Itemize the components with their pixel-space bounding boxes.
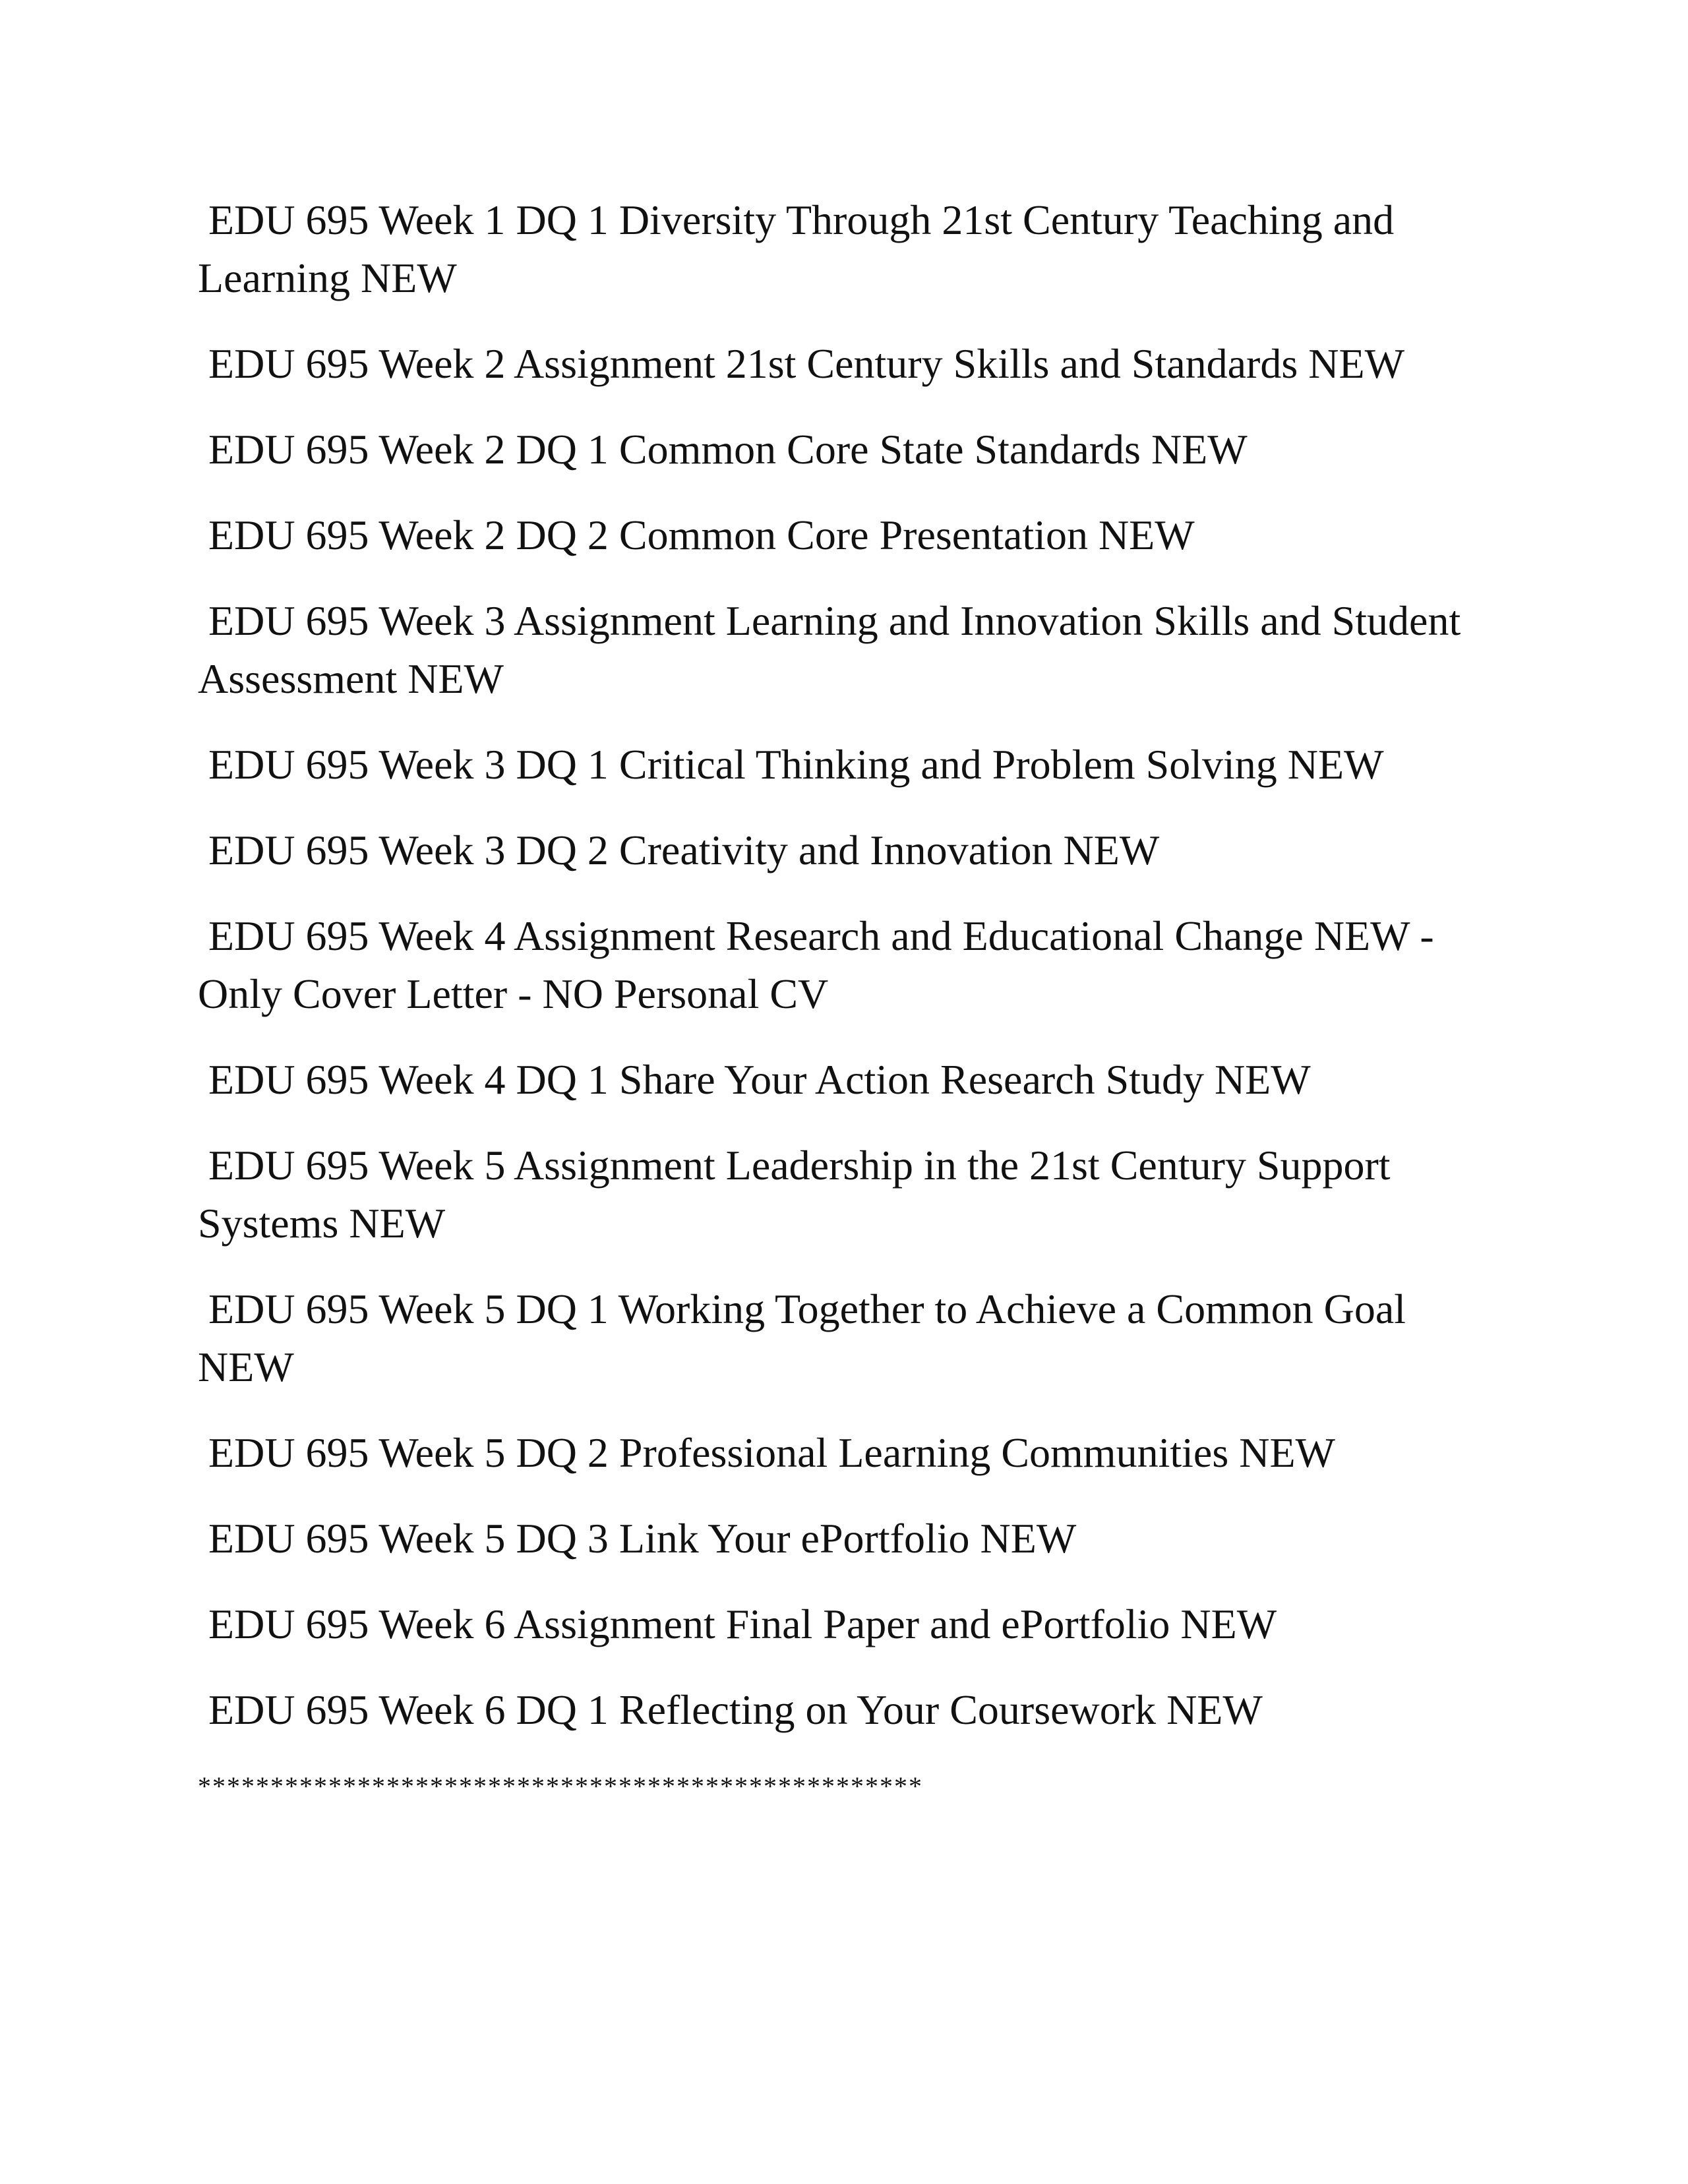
list-item: EDU 695 Week 6 Assignment Final Paper and ePortfolio NEW	[208, 1601, 1277, 1647]
document-page	[198, 191, 1490, 1806]
list-item: EDU 695 Week 3 DQ 1 Critical Thinking and Problem Solving NEW	[208, 741, 1384, 788]
list-item: EDU 695 Week 1 DQ 1 Diversity Through 21st Century Teaching and Learning NEW	[198, 196, 1395, 301]
list-item: EDU 695 Week 5 DQ 3 Link Your ePortfolio NEW	[208, 1515, 1077, 1562]
list-item: EDU 695 Week 5 DQ 2 Professional Learning Communities NEW	[208, 1429, 1335, 1476]
asterisk-separator: **************************************************	[198, 1771, 923, 1801]
list-item: EDU 695 Week 3 Assignment Learning and Innovation Skills and Student Assessment NEW	[198, 597, 1461, 702]
list-item: EDU 695 Week 3 DQ 2 Creativity and Innovation NEW	[208, 827, 1160, 873]
list-item: EDU 695 Week 4 Assignment Research and Educational Change NEW - Only Cover Letter - NO Personal CV	[198, 912, 1434, 1017]
list-item: EDU 695 Week 2 DQ 1 Common Core State Standards NEW	[208, 426, 1248, 473]
list-item: EDU 695 Week 4 DQ 1 Share Your Action Research Study NEW	[208, 1056, 1311, 1103]
list-item: EDU 695 Week 5 DQ 1 Working Together to Achieve a Common Goal NEW	[198, 1285, 1406, 1390]
list-item: EDU 695 Week 6 DQ 1 Reflecting on Your Coursework NEW	[208, 1686, 1263, 1733]
list-item: EDU 695 Week 2 DQ 2 Common Core Presentation NEW	[208, 512, 1195, 558]
list-item: EDU 695 Week 5 Assignment Leadership in the 21st Century Support Systems NEW	[198, 1142, 1391, 1247]
list-item: EDU 695 Week 2 Assignment 21st Century Skills and Standards NEW	[208, 340, 1404, 387]
